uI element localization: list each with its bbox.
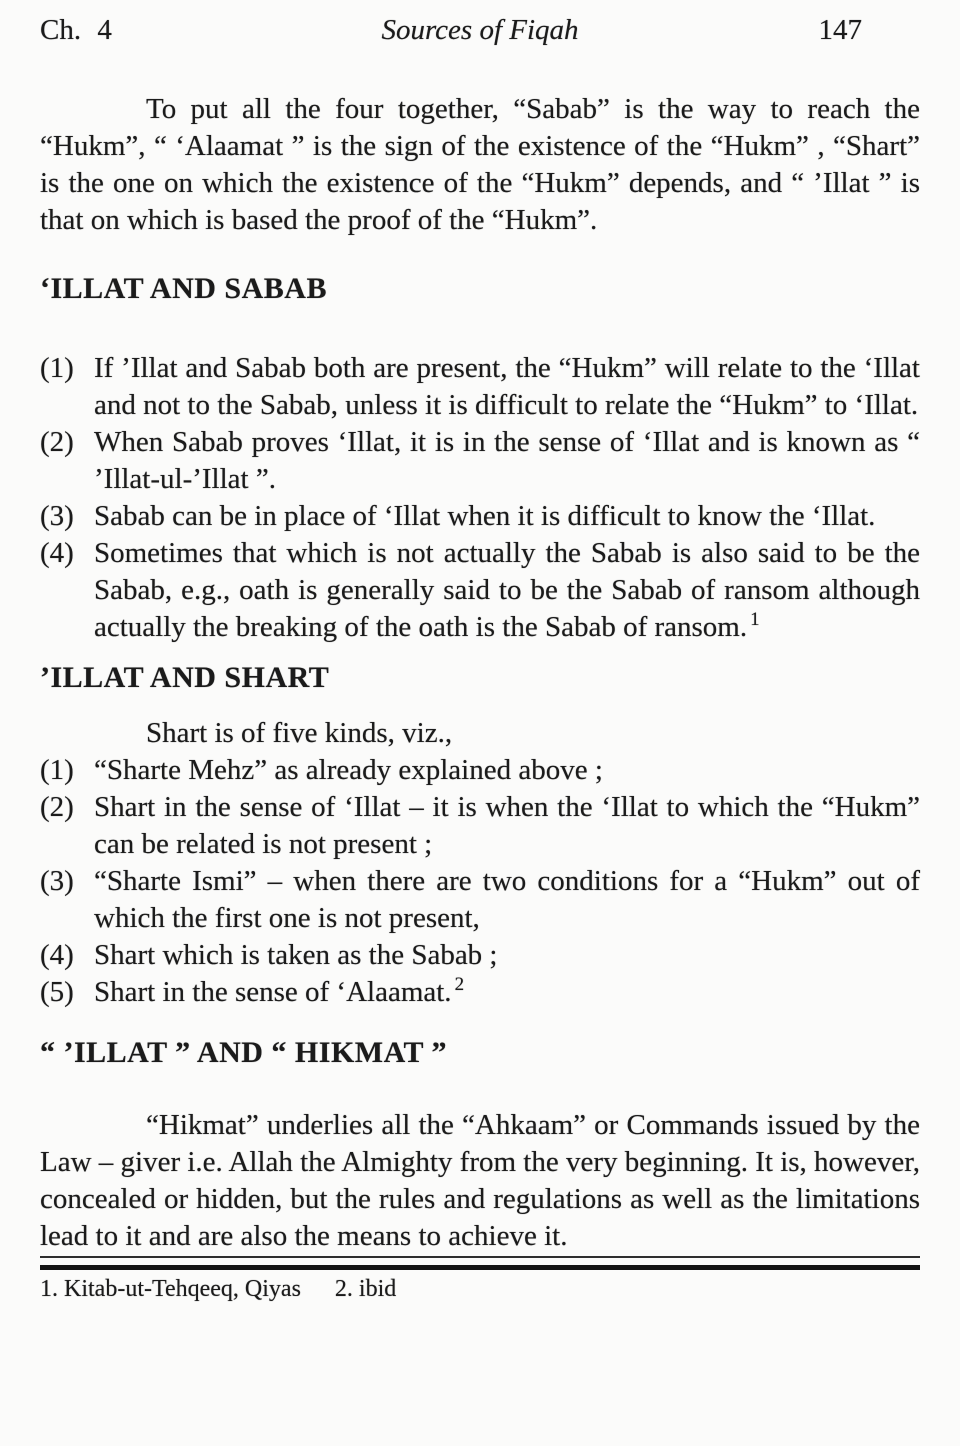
item-number: (2) <box>40 426 74 458</box>
shart-kinds-list <box>40 752 920 1011</box>
chapter-label: Ch. 4 <box>40 14 112 46</box>
list-item <box>40 974 920 1011</box>
item-text: When Sabab proves ‘Illat, it is in the sense of ‘Illat and is known as “ ’Illat-ul-’Illat ”. <box>94 426 920 495</box>
footnote-entry: 1. Kitab-ut-Tehqeeq, Qiyas <box>40 1276 301 1302</box>
list-item <box>40 350 920 424</box>
shart-lead-line: Shart is of five kinds, viz., <box>146 717 453 749</box>
item-text: Shart in the sense of ‘Illat – it is when the ‘Illat to which the “Hukm” can be related is not present ; <box>94 791 920 860</box>
section-heading-illat-and-sabab: ‘ILLAT AND SABAB <box>40 272 327 305</box>
item-number: (4) <box>40 939 74 971</box>
item-number: (5) <box>40 976 74 1008</box>
list-item <box>40 424 920 498</box>
item-text: Sabab can be in place of ‘Illat when it is difficult to know the ‘Illat. <box>94 500 876 532</box>
footnote-entry: 2. ibid <box>334 1276 397 1302</box>
item-text: If ’Illat and Sabab both are present, the “Hukm” will relate to the ‘Illat and not to the Sabab, unless it is difficult to relate the “Hukm” to ‘Illat. <box>94 352 920 421</box>
footnote-line <box>40 1274 920 1304</box>
item-number: (4) <box>40 537 74 569</box>
page-number: 147 <box>818 14 862 46</box>
item-text: “Sharte Mehz” as already explained above ; <box>94 754 603 786</box>
item-text-body: Sometimes that which is not actually the Sabab is also said to be the Sabab, e.g., oath is generally said to be the Sabab of ransom although actually the breaking of the oath is the Sabab of ransom. <box>94 537 920 643</box>
running-title: Sources of Fiqah <box>381 14 579 46</box>
list-item <box>40 789 920 863</box>
item-text: “Sharte Ismi” – when there are two conditions for a “Hukm” out of which the first one is not present, <box>94 865 920 934</box>
list-item <box>40 863 920 937</box>
list-item <box>40 937 920 974</box>
item-text <box>94 974 920 1011</box>
list-item <box>40 535 920 646</box>
footnote-separator-rule <box>40 1265 920 1270</box>
item-number: (3) <box>40 500 74 532</box>
running-header <box>40 10 920 49</box>
section-heading-illat-and-hikmat: “ ’ILLAT ” AND “ HIKMAT ” <box>40 1036 447 1069</box>
illat-sabab-list <box>40 350 920 646</box>
item-number: (1) <box>40 754 74 786</box>
list-item <box>40 752 920 789</box>
footnote-marker-2: 2 <box>454 974 465 996</box>
item-text <box>94 535 920 646</box>
section-heading-illat-and-shart: ’ILLAT AND SHART <box>40 661 330 694</box>
list-item <box>40 498 920 535</box>
item-number: (2) <box>40 791 74 823</box>
hikmat-paragraph: “Hikmat” underlies all the “Ahkaam” or Commands issued by the Law – giver i.e. Allah the Almighty from the very beginning. It is, however, concealed or hidden, but the rules and regulations as well as the limitations lead to it and are also the means to achieve it. <box>40 1107 920 1258</box>
intro-paragraph: To put all the four together, “Sabab” is the way to reach the “Hukm”, “ ‘Alaamat ” is the sign of the existence of the “Hukm” , “Shart” is the one on which the existence of the “Hukm” depends, and “ ’Illat ” is that on which is based the proof of the “Hukm”. <box>40 93 920 236</box>
item-text-body: Shart in the sense of ‘Alaamat. <box>94 976 452 1008</box>
item-text: Shart which is taken as the Sabab ; <box>94 939 498 971</box>
footnote-marker-1: 1 <box>750 609 760 631</box>
item-number: (1) <box>40 352 74 384</box>
item-number: (3) <box>40 865 74 897</box>
